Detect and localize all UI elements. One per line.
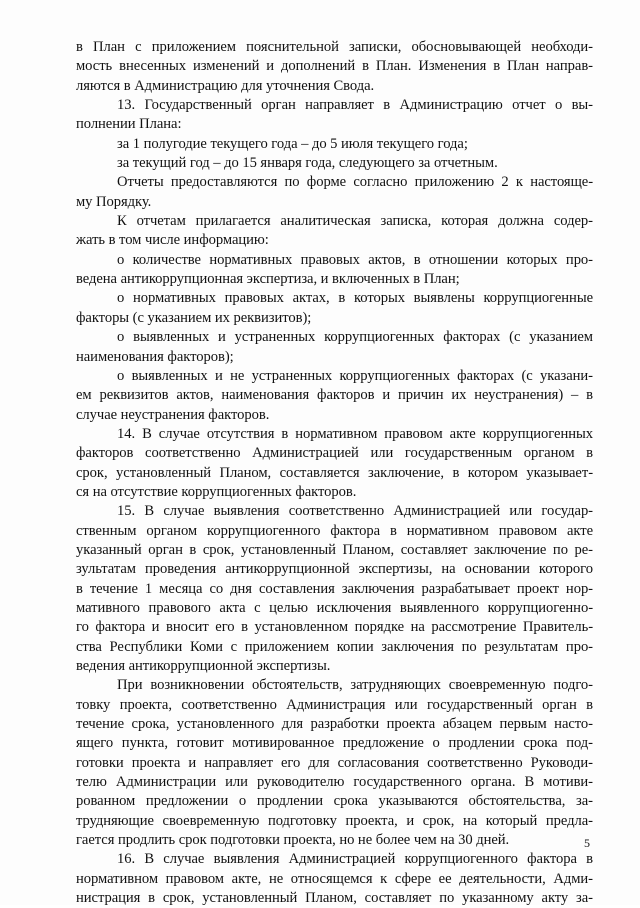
text-line: о выявленных и не устраненных коррупциогенных факторах (с указани- [117,367,593,384]
text-line: случае неустранения факторов. [76,406,270,423]
text-line: го фактора и вносит его в установленном порядке на рассмотрение Правитель- [76,619,593,636]
text-line: ства Республики Коми с приложением копии заключения по результатам про- [76,638,593,655]
text-line: полнении Плана: [76,116,182,133]
paragraph-p-13f [76,289,593,328]
text-line: срок, установленный Планом, составляется заключение, в котором указывает- [76,464,593,481]
paragraph-p-13 [76,96,593,135]
text-line: о выявленных и устраненных коррупциогенных факторах (с указанием [117,329,593,346]
paragraph-p-13a [76,135,593,154]
paragraph-p-13b [76,154,593,173]
paragraph-p-15b [76,676,593,850]
text-line: 13. Государственный орган направляет в Администрацию отчет о вы- [117,97,593,114]
text-line: 16. В случае выявления Администрацией коррупциогенного фактора в [117,851,593,868]
paragraph-p-13c [76,173,593,212]
text-line: При возникновении обстоятельств, затрудняющих своевременную подго- [117,677,593,694]
text-line: ведена антикоррупционная экспертиза, и включенных в План; [76,271,460,288]
paragraph-p-13g [76,328,593,367]
text-line: ем реквизитов актов, наименования факторов и причин их неустранения) – в [76,387,593,404]
text-line: 14. В случае отсутствия в нормативном правовом акте коррупциогенных [117,425,593,442]
document-body [76,38,593,908]
text-line: в План с приложением пояснительной записки, обосновывающей необходи- [76,39,593,55]
text-line: в течение 1 месяца со дня составления заключения разрабатывает проект нор- [76,580,593,597]
text-line: ся на отсутствие коррупциогенных факторов. [76,483,357,500]
paragraph-p-13h [76,367,593,425]
text-line: рованном предложении о продлении срока указываются обстоятельства, за- [76,793,593,810]
page-number: 5 [584,836,590,850]
text-line: о нормативных правовых актах, в которых выявлены коррупциогенные [117,290,593,307]
text-line: нистрация в срок, установленный Планом, составляет по указанному акту за- [76,890,593,907]
text-line: ляются в Администрацию для уточнения Свода. [76,77,375,94]
text-line: за текущий год – до 15 января года, следующего за отчетным. [117,155,498,172]
text-line: жать в том числе информацию: [76,232,269,249]
text-line: факторы (с указанием их реквизитов); [76,309,312,326]
text-line: мость внесенных изменений и дополнений в План. Изменения в План направ- [76,58,593,75]
text-line: за 1 полугодие текущего года – до 5 июля текущего года; [117,135,468,152]
text-line: Отчеты предоставляются по форме согласно приложению 2 к настояще- [117,174,593,191]
paragraph-p-13e [76,251,593,290]
text-line: му Порядку. [76,193,152,210]
paragraph-p-14 [76,425,593,502]
text-line: мативного правового акта с целью исключения выявленного коррупциогенно- [76,599,593,616]
text-line: о количестве нормативных правовых актов, в отношении которых про- [117,251,593,268]
text-line: трудняющие своевременную подготовку проекта, и срок, на который предла- [76,812,593,829]
paragraph-p-cont [76,38,593,96]
text-line: гается продлить срок подготовки проекта, но не более чем на 30 дней. [76,832,510,849]
text-line: 15. В случае выявления соответственно Администрацией или государ- [117,503,593,520]
text-line: товку проекта, соответственно Администрация или государственный орган в [76,696,593,713]
text-line: ственным органом коррупциогенного фактора в нормативном правовом акте [76,522,593,539]
text-line: ведения антикоррупционной экспертизы. [76,658,331,674]
text-line: наименования факторов); [76,348,234,365]
text-line: готовки проекта и направляет его для согласования соответственно Руководи- [76,754,593,771]
text-line: зультатам проведения антикоррупционной экспертизы, на основании которого [76,561,593,578]
text-line: факторов соответственно Администрацией или государственным органом в [76,445,593,462]
text-line: телю Администрации или руководителю государственного органа. В мотиви- [76,774,593,791]
paragraph-p-13d [76,212,593,251]
text-line: К отчетам прилагается аналитическая записка, которая должна содер- [117,213,593,230]
paragraph-p-15 [76,502,593,676]
text-line: нормативном правовом акте, не относящемся к сфере ее деятельности, Адми- [76,870,593,887]
text-line: ящего пункта, готовит мотивированное предложение о продлении срока под- [76,735,593,752]
text-line: указанный орган в срок, установленный Планом, составляет заключение по ре- [76,541,593,558]
paragraph-p-16 [76,850,593,908]
text-line: течение срока, установленного для разработки проекта абзацем первым насто- [76,716,593,733]
